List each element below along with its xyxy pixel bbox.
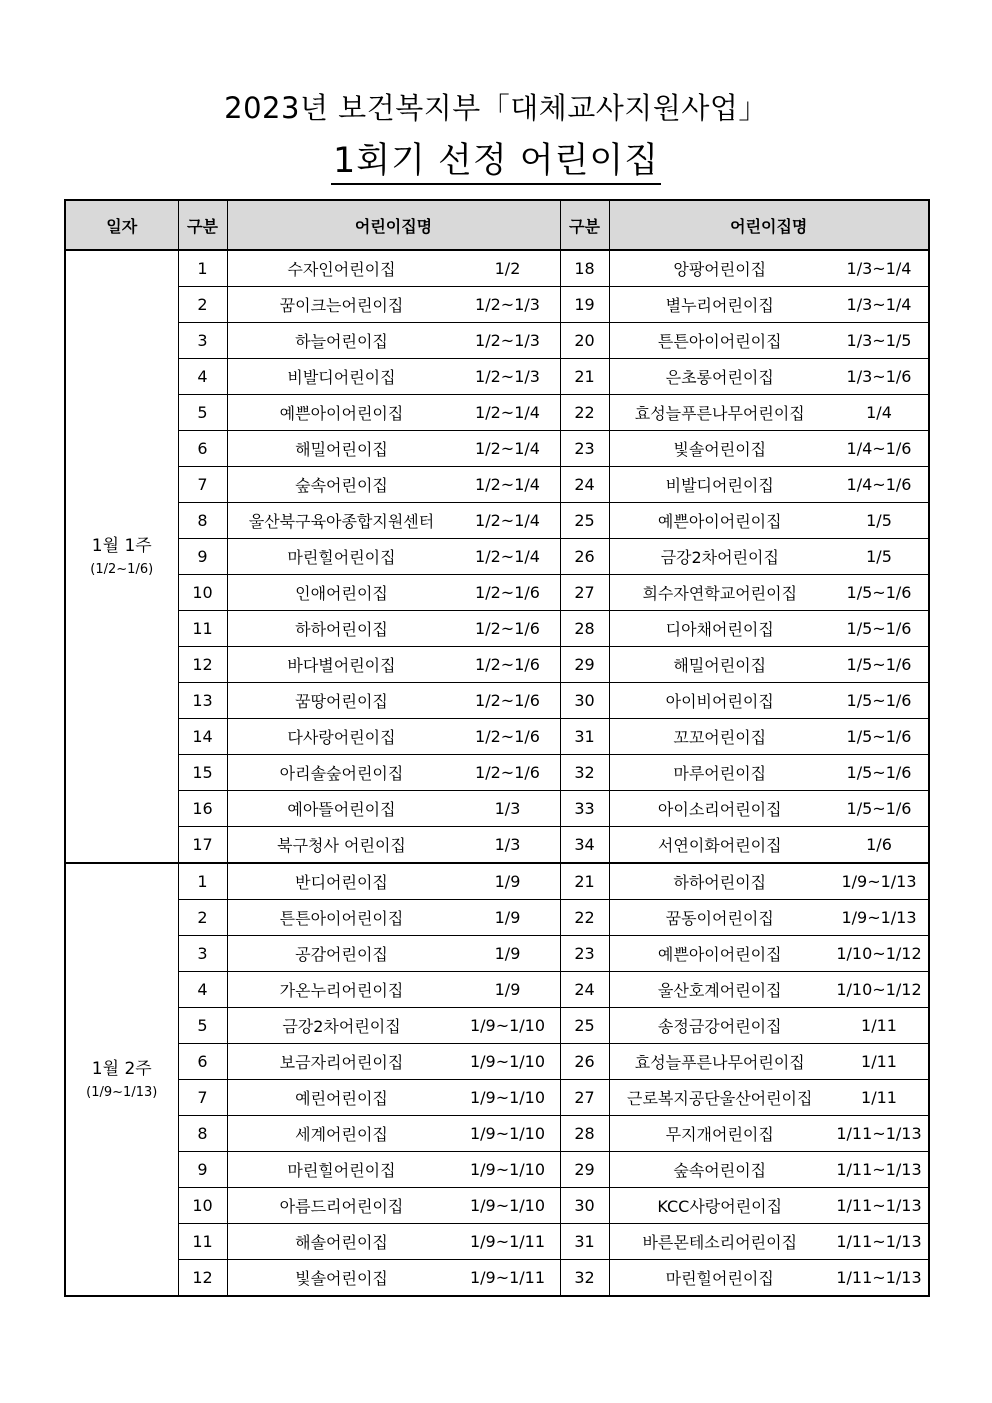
daycare-name: 다사랑어린이집 (287, 728, 396, 747)
row-number: 6 (178, 1044, 227, 1080)
daycare-dates: 1/11~1/13 (836, 1268, 922, 1287)
daycare-dates: 1/3~1/4 (846, 259, 912, 278)
daycare-cell (227, 827, 560, 864)
daycare-name: 하늘어린이집 (295, 332, 388, 351)
daycare-cell (227, 755, 560, 791)
daycare-name: 보금자리어린이집 (279, 1053, 404, 1072)
row-number: 12 (178, 1260, 227, 1297)
table-row (65, 1044, 929, 1080)
daycare-dates: 1/4~1/6 (846, 475, 912, 494)
row-number: 23 (560, 936, 609, 972)
row-number: 30 (560, 683, 609, 719)
row-number: 24 (560, 972, 609, 1008)
row-number: 32 (560, 755, 609, 791)
daycare-name: 울산호계어린이집 (657, 981, 782, 1000)
daycare-cell (609, 1152, 929, 1188)
table-row (65, 683, 929, 719)
daycare-dates: 1/9~1/13 (841, 872, 917, 891)
daycare-cell (227, 936, 560, 972)
row-number: 16 (178, 791, 227, 827)
row-number: 28 (560, 611, 609, 647)
row-number: 30 (560, 1188, 609, 1224)
daycare-name: 인애어린이집 (295, 584, 388, 603)
daycare-name: 꼬꼬어린이집 (673, 728, 767, 747)
table-row (65, 323, 929, 359)
daycare-dates: 1/2~1/6 (475, 583, 540, 602)
daycare-cell (609, 827, 929, 864)
daycare-cell (227, 1044, 560, 1080)
daycare-name: 수자인어린이집 (287, 260, 396, 279)
daycare-cell (609, 395, 929, 431)
header-no: 구분 (178, 200, 227, 250)
daycare-name: 빛솔어린이집 (673, 440, 767, 459)
daycare-dates: 1/5~1/6 (846, 727, 912, 746)
daycare-cell (609, 250, 929, 287)
daycare-dates: 1/5~1/6 (846, 691, 912, 710)
table-row (65, 503, 929, 539)
daycare-cell (609, 287, 929, 323)
daycare-name: 마루어린이집 (673, 764, 767, 783)
row-number: 32 (560, 1260, 609, 1297)
daycare-cell (609, 719, 929, 755)
daycare-dates: 1/9~1/11 (469, 1232, 546, 1251)
week-range: (1/9~1/13) (86, 1084, 158, 1100)
daycare-cell (609, 972, 929, 1008)
daycare-cell (227, 791, 560, 827)
daycare-dates: 1/5 (866, 511, 892, 530)
daycare-dates: 1/6 (866, 835, 892, 854)
table-row (65, 539, 929, 575)
table-row (65, 936, 929, 972)
table-row (65, 1080, 929, 1116)
daycare-dates: 1/11 (861, 1016, 897, 1035)
daycare-name: 북구청사 어린이집 (277, 836, 406, 855)
row-number: 26 (560, 1044, 609, 1080)
table-row (65, 250, 929, 287)
week-cell (65, 250, 178, 863)
daycare-cell (609, 503, 929, 539)
daycare-name: 울산북구육아종합지원센터 (248, 512, 435, 531)
row-number: 13 (178, 683, 227, 719)
daycare-cell (227, 647, 560, 683)
row-number: 3 (178, 936, 227, 972)
row-number: 8 (178, 503, 227, 539)
row-number: 31 (560, 719, 609, 755)
daycare-cell (609, 900, 929, 936)
daycare-dates: 1/9~1/10 (469, 1016, 546, 1035)
daycare-dates: 1/2~1/4 (475, 547, 540, 566)
row-number: 7 (178, 467, 227, 503)
daycare-dates: 1/9 (494, 872, 521, 891)
row-number: 29 (560, 1152, 609, 1188)
daycare-cell (227, 539, 560, 575)
daycare-cell (609, 1260, 929, 1297)
row-number: 2 (178, 900, 227, 936)
daycare-name: 비발디어린이집 (665, 476, 774, 495)
daycare-name: 마린힐어린이집 (287, 1161, 396, 1180)
table-row (65, 1008, 929, 1044)
daycare-name: 꿈이크는어린이집 (279, 296, 404, 315)
daycare-dates: 1/11~1/13 (836, 1196, 922, 1215)
daycare-name: 서연이화어린이집 (657, 836, 782, 855)
daycare-dates: 1/5~1/6 (846, 619, 912, 638)
header-no-2: 구분 (560, 200, 609, 250)
daycare-dates: 1/11 (861, 1052, 897, 1071)
daycare-name: 숲속어린이집 (673, 1161, 767, 1180)
row-number: 31 (560, 1224, 609, 1260)
daycare-cell (609, 863, 929, 900)
daycare-cell (609, 323, 929, 359)
daycare-dates: 1/9 (494, 944, 521, 963)
daycare-name: 예쁜아이어린이집 (657, 512, 782, 531)
daycare-dates: 1/2~1/6 (475, 763, 540, 782)
daycare-name: 아이비어린이집 (665, 692, 774, 711)
daycare-dates: 1/2~1/3 (475, 331, 540, 350)
row-number: 1 (178, 863, 227, 900)
daycare-dates: 1/5~1/6 (846, 583, 912, 602)
daycare-name: 숲속어린이집 (295, 476, 388, 495)
daycare-cell (227, 1224, 560, 1260)
row-number: 22 (560, 395, 609, 431)
table-row (65, 359, 929, 395)
daycare-name: 희수자연학교어린이집 (642, 584, 798, 603)
daycare-dates: 1/9~1/10 (469, 1124, 546, 1143)
daycare-name: 앙팡어린이집 (673, 260, 767, 279)
daycare-name: 예린어린이집 (295, 1089, 388, 1108)
table-row (65, 647, 929, 683)
daycare-cell (609, 755, 929, 791)
row-number: 19 (560, 287, 609, 323)
daycare-dates: 1/11 (861, 1088, 897, 1107)
row-number: 29 (560, 647, 609, 683)
daycare-name: 예쁜아이어린이집 (279, 404, 404, 423)
row-number: 5 (178, 1008, 227, 1044)
daycare-name: 금강2차어린이집 (282, 1017, 401, 1036)
daycare-cell (227, 863, 560, 900)
daycare-name: 비발디어린이집 (287, 368, 396, 387)
daycare-dates: 1/2~1/6 (475, 655, 540, 674)
row-number: 3 (178, 323, 227, 359)
row-number: 10 (178, 1188, 227, 1224)
daycare-name: 튼튼아이어린이집 (279, 909, 404, 928)
row-number: 25 (560, 503, 609, 539)
daycare-cell (609, 1044, 929, 1080)
daycare-name: 마린힐어린이집 (287, 548, 396, 567)
row-number: 5 (178, 395, 227, 431)
daycare-dates: 1/3 (494, 799, 521, 818)
row-number: 11 (178, 611, 227, 647)
daycare-name: 예쁜아이어린이집 (657, 945, 782, 964)
daycare-cell (609, 467, 929, 503)
daycare-name: 꿈땅어린이집 (295, 692, 388, 711)
row-number: 33 (560, 791, 609, 827)
daycare-cell (227, 972, 560, 1008)
daycare-cell (609, 1188, 929, 1224)
daycare-name: 효성늘푸른나무어린이집 (634, 404, 805, 423)
daycare-cell (227, 1116, 560, 1152)
daycare-cell (609, 431, 929, 467)
daycare-cell (227, 503, 560, 539)
daycare-dates: 1/9 (494, 980, 521, 999)
daycare-dates: 1/9~1/13 (841, 908, 917, 927)
row-number: 15 (178, 755, 227, 791)
daycare-name: 해밀어린이집 (295, 440, 388, 459)
daycare-cell (609, 791, 929, 827)
row-number: 21 (560, 863, 609, 900)
daycare-name: 마린힐어린이집 (665, 1269, 774, 1288)
daycare-dates: 1/5~1/6 (846, 763, 912, 782)
daycare-name: KCC사랑어린이집 (657, 1197, 783, 1216)
daycare-cell (609, 1116, 929, 1152)
daycare-cell (227, 359, 560, 395)
table-row (65, 1224, 929, 1260)
daycare-cell (609, 683, 929, 719)
daycare-dates: 1/2~1/3 (475, 367, 540, 386)
table-row (65, 827, 929, 864)
row-number: 24 (560, 467, 609, 503)
daycare-dates: 1/2~1/3 (475, 295, 540, 314)
daycare-cell (227, 1188, 560, 1224)
daycare-name: 근로복지공단울산어린이집 (627, 1089, 813, 1108)
table-row (65, 900, 929, 936)
row-number: 11 (178, 1224, 227, 1260)
daycare-cell (227, 1260, 560, 1297)
daycare-name: 세계어린이집 (295, 1125, 388, 1144)
header-name-2: 어린이집명 (609, 200, 929, 250)
row-number: 8 (178, 1116, 227, 1152)
daycare-dates: 1/9 (494, 908, 521, 927)
table-row (65, 755, 929, 791)
table-row (65, 467, 929, 503)
document-title: 2023년 보건복지부「대체교사지원사업」 (224, 91, 768, 125)
daycare-cell (609, 647, 929, 683)
daycare-name: 반디어린이집 (295, 873, 388, 892)
table-header-row (65, 200, 929, 250)
daycare-dates: 1/11~1/13 (836, 1124, 922, 1143)
row-number: 21 (560, 359, 609, 395)
daycare-cell (609, 1080, 929, 1116)
document-subtitle-text: 1회기 선정 어린이집 (331, 141, 661, 185)
row-number: 20 (560, 323, 609, 359)
table-row (65, 1152, 929, 1188)
daycare-dates: 1/2~1/6 (475, 619, 540, 638)
daycare-dates: 1/10~1/12 (836, 944, 922, 963)
week-label: 1월 1주 (91, 535, 152, 556)
row-number: 17 (178, 827, 227, 864)
daycare-name: 아름드리어린이집 (279, 1197, 404, 1216)
daycare-cell (227, 287, 560, 323)
daycare-name: 금강2차어린이집 (660, 548, 779, 567)
daycare-cell (227, 575, 560, 611)
daycare-cell (227, 611, 560, 647)
daycare-dates: 1/2~1/4 (475, 511, 540, 530)
daycare-dates: 1/2~1/4 (475, 403, 540, 422)
daycare-cell (227, 467, 560, 503)
daycare-dates: 1/9~1/10 (469, 1160, 546, 1179)
daycare-dates: 1/2 (494, 259, 521, 278)
table-row (65, 1116, 929, 1152)
document-subtitle (0, 138, 992, 184)
row-number: 23 (560, 431, 609, 467)
daycare-cell (609, 539, 929, 575)
daycare-name: 튼튼아이어린이집 (657, 332, 782, 351)
row-number: 1 (178, 250, 227, 287)
daycare-cell (227, 719, 560, 755)
daycare-cell (227, 1008, 560, 1044)
daycare-dates: 1/5~1/6 (846, 799, 912, 818)
daycare-dates: 1/5 (866, 547, 892, 566)
daycare-cell (227, 1080, 560, 1116)
table-row (65, 575, 929, 611)
table-row (65, 431, 929, 467)
row-number: 28 (560, 1116, 609, 1152)
row-number: 7 (178, 1080, 227, 1116)
row-number: 2 (178, 287, 227, 323)
daycare-cell (227, 431, 560, 467)
daycare-dates: 1/9~1/11 (469, 1268, 546, 1287)
row-number: 9 (178, 1152, 227, 1188)
header-name: 어린이집명 (227, 200, 560, 250)
daycare-cell (227, 900, 560, 936)
daycare-name: 하하어린이집 (295, 620, 388, 639)
daycare-dates: 1/4 (866, 403, 892, 422)
daycare-cell (227, 1152, 560, 1188)
daycare-dates: 1/11~1/13 (836, 1232, 922, 1251)
row-number: 27 (560, 1080, 609, 1116)
week-range: (1/2~1/6) (90, 561, 154, 577)
header-date: 일자 (65, 200, 178, 250)
daycare-name: 빛솔어린이집 (295, 1269, 388, 1288)
daycare-dates: 1/3 (494, 835, 521, 854)
row-number: 18 (560, 250, 609, 287)
row-number: 34 (560, 827, 609, 864)
daycare-dates: 1/5~1/6 (846, 655, 912, 674)
daycare-name: 은초롱어린이집 (665, 368, 774, 387)
daycare-dates: 1/11~1/13 (836, 1160, 922, 1179)
daycare-name: 해솔어린이집 (295, 1233, 388, 1252)
daycare-name: 바른몬테소리어린이집 (642, 1233, 798, 1252)
daycare-name: 송정금강어린이집 (657, 1017, 782, 1036)
daycare-name: 예아뜰어린이집 (287, 800, 396, 819)
row-number: 4 (178, 359, 227, 395)
daycare-name: 공감어린이집 (295, 945, 388, 964)
daycare-cell (227, 323, 560, 359)
daycare-cell (609, 1224, 929, 1260)
table-row (65, 863, 929, 900)
daycare-dates: 1/9~1/10 (469, 1052, 546, 1071)
daycare-name: 꿈동이어린이집 (665, 909, 774, 928)
table-row (65, 611, 929, 647)
daycare-name: 아이소리어린이집 (657, 800, 782, 819)
row-number: 26 (560, 539, 609, 575)
daycare-dates: 1/2~1/4 (475, 475, 540, 494)
daycare-dates: 1/9~1/10 (469, 1088, 546, 1107)
row-number: 4 (178, 972, 227, 1008)
daycare-dates: 1/2~1/6 (475, 727, 540, 746)
row-number: 9 (178, 539, 227, 575)
daycare-name: 효성늘푸른나무어린이집 (634, 1053, 805, 1072)
table-body (65, 250, 929, 1296)
daycare-dates: 1/2~1/4 (475, 439, 540, 458)
week-cell (65, 863, 178, 1296)
daycare-name: 무지개어린이집 (665, 1125, 774, 1144)
row-number: 10 (178, 575, 227, 611)
row-number: 6 (178, 431, 227, 467)
daycare-name: 바다별어린이집 (287, 656, 396, 675)
table-row (65, 1188, 929, 1224)
row-number: 25 (560, 1008, 609, 1044)
daycare-name: 하하어린이집 (673, 873, 767, 892)
daycare-name: 해밀어린이집 (673, 656, 767, 675)
daycare-dates: 1/3~1/6 (846, 367, 912, 386)
table-row (65, 791, 929, 827)
row-number: 12 (178, 647, 227, 683)
daycare-name: 디아채어린이집 (665, 620, 774, 639)
daycare-cell (609, 359, 929, 395)
daycare-name: 별누리어린이집 (665, 296, 774, 315)
daycare-dates: 1/10~1/12 (836, 980, 922, 999)
daycare-cell (609, 936, 929, 972)
selected-daycare-table (64, 199, 930, 1297)
daycare-dates: 1/4~1/6 (846, 439, 912, 458)
daycare-cell (227, 683, 560, 719)
daycare-cell (609, 575, 929, 611)
daycare-dates: 1/9~1/10 (469, 1196, 546, 1215)
table-row (65, 1260, 929, 1297)
daycare-dates: 1/3~1/5 (846, 331, 912, 350)
daycare-name: 가온누리어린이집 (279, 981, 404, 1000)
table-row (65, 972, 929, 1008)
daycare-cell (609, 1008, 929, 1044)
daycare-cell (227, 250, 560, 287)
table-row (65, 719, 929, 755)
daycare-dates: 1/3~1/4 (846, 295, 912, 314)
daycare-cell (609, 611, 929, 647)
daycare-cell (227, 395, 560, 431)
row-number: 14 (178, 719, 227, 755)
row-number: 22 (560, 900, 609, 936)
table-row (65, 287, 929, 323)
daycare-name: 아리솔숲어린이집 (279, 764, 404, 783)
daycare-dates: 1/2~1/6 (475, 691, 540, 710)
table-row (65, 395, 929, 431)
row-number: 27 (560, 575, 609, 611)
week-label: 1월 2주 (91, 1058, 152, 1079)
